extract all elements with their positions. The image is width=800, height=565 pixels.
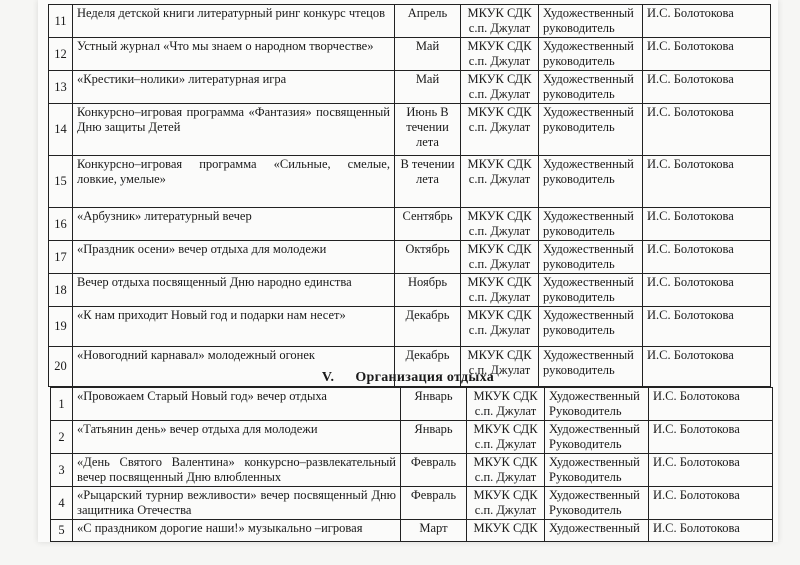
responsible-position: Художественный Руководитель	[545, 487, 649, 520]
table-row	[49, 38, 771, 71]
event-name: «Новогодний карнавал» молодежный огонек	[73, 347, 395, 387]
row-number: 11	[49, 5, 73, 38]
responsible-person: И.С. Болотокова	[643, 307, 771, 347]
responsible-person: И.С. Болотокова	[649, 421, 773, 454]
responsible-position: Художественный руководитель	[539, 104, 643, 156]
event-name: «Татьянин день» вечер отдыха для молодежи	[73, 421, 401, 454]
responsible-person: И.С. Болотокова	[643, 104, 771, 156]
event-month: Июнь В течении лета	[395, 104, 461, 156]
responsible-position: Художественный	[545, 520, 649, 542]
section-heading	[38, 370, 778, 386]
row-number: 13	[49, 71, 73, 104]
row-number: 17	[49, 241, 73, 274]
event-place: МКУК СДК с.п. Джулат	[461, 38, 539, 71]
event-place: МКУК СДК с.п. Джулат	[461, 71, 539, 104]
event-place: МКУК СДК с.п. Джулат	[467, 421, 545, 454]
table-row	[49, 241, 771, 274]
event-name: «К нам приходит Новый год и подарки нам несет»	[73, 307, 395, 347]
event-month: Сентябрь	[395, 208, 461, 241]
table-row	[51, 487, 773, 520]
table-row	[49, 307, 771, 347]
responsible-position: Художественный руководитель	[539, 347, 643, 387]
responsible-person: И.С. Болотокова	[643, 347, 771, 387]
row-number: 20	[49, 347, 73, 387]
event-place: МКУК СДК с.п. Джулат	[461, 5, 539, 38]
event-month: В течении лета	[395, 156, 461, 208]
event-month: Март	[401, 520, 467, 542]
section-numeral: V.	[321, 370, 335, 385]
event-place: МКУК СДК с.п. Джулат	[461, 104, 539, 156]
row-number: 3	[51, 454, 73, 487]
responsible-person: И.С. Болотокова	[643, 208, 771, 241]
event-month: Ноябрь	[395, 274, 461, 307]
event-name: «День Святого Валентина» конкурсно–развлекательный вечер посвященный Дню влюбленных	[73, 454, 401, 487]
responsible-position: Художественный руководитель	[539, 274, 643, 307]
row-number: 16	[49, 208, 73, 241]
table-row	[51, 388, 773, 421]
event-month: Октябрь	[395, 241, 461, 274]
table-row	[49, 208, 771, 241]
table-row	[49, 5, 771, 38]
responsible-position: Художественный руководитель	[539, 38, 643, 71]
responsible-person: И.С. Болотокова	[643, 241, 771, 274]
row-number: 14	[49, 104, 73, 156]
event-place: МКУК СДК с.п. Джулат	[461, 208, 539, 241]
row-number: 18	[49, 274, 73, 307]
event-month: Декабрь	[395, 347, 461, 387]
responsible-person: И.С. Болотокова	[643, 156, 771, 208]
responsible-person: И.С. Болотокова	[643, 38, 771, 71]
responsible-person: И.С. Болотокова	[649, 388, 773, 421]
event-place: МКУК СДК с.п. Джулат	[467, 388, 545, 421]
row-number: 15	[49, 156, 73, 208]
section-title: Организация отдыха	[355, 370, 495, 385]
table-row	[49, 104, 771, 156]
event-place: МКУК СДК	[467, 520, 545, 542]
event-name: «Арбузник» литературный вечер	[73, 208, 395, 241]
responsible-position: Художественный Руководитель	[545, 421, 649, 454]
event-name: Конкурсно–игровая программа «Сильные, смелые, ловкие, умелые»	[73, 156, 395, 208]
responsible-person: И.С. Болотокова	[643, 71, 771, 104]
row-number: 19	[49, 307, 73, 347]
row-number: 2	[51, 421, 73, 454]
row-number: 5	[51, 520, 73, 542]
responsible-position: Художественный Руководитель	[545, 388, 649, 421]
table-row	[51, 520, 773, 542]
event-place: МКУК СДК с.п. Джулат	[461, 156, 539, 208]
responsible-position: Художественный руководитель	[539, 241, 643, 274]
responsible-person: И.С. Болотокова	[649, 454, 773, 487]
responsible-position: Художественный руководитель	[539, 307, 643, 347]
event-place: МКУК СДК с.п. Джулат	[467, 454, 545, 487]
row-number: 4	[51, 487, 73, 520]
table-row	[51, 421, 773, 454]
responsible-person: И.С. Болотокова	[649, 520, 773, 542]
row-number: 12	[49, 38, 73, 71]
event-month: Февраль	[401, 487, 467, 520]
responsible-position: Художественный руководитель	[539, 71, 643, 104]
event-name: «Крестики–нолики» литературная игра	[73, 71, 395, 104]
responsible-person: И.С. Болотокова	[643, 5, 771, 38]
event-name: Неделя детской книги литературный ринг конкурс чтецов	[73, 5, 395, 38]
responsible-position: Художественный Руководитель	[545, 454, 649, 487]
table-row	[51, 454, 773, 487]
event-place: МКУК СДК с.п. Джулат	[461, 307, 539, 347]
event-name: «Провожаем Старый Новый год» вечер отдыха	[73, 388, 401, 421]
event-month: Январь	[401, 388, 467, 421]
responsible-position: Художественный руководитель	[539, 156, 643, 208]
table-row	[49, 156, 771, 208]
event-name: «С праздником дорогие наши!» музыкально –игровая	[73, 520, 401, 542]
event-name: Конкурсно–игровая программа «Фантазия» посвященный Дню защиты Детей	[73, 104, 395, 156]
event-name: Устный журнал «Что мы знаем о народном творчестве»	[73, 38, 395, 71]
table-row	[49, 71, 771, 104]
document-page	[38, 0, 778, 542]
responsible-position: Художественный руководитель	[539, 208, 643, 241]
event-name: «Рыцарский турнир вежливости» вечер посвященный Дню защитника Отечества	[73, 487, 401, 520]
responsible-person: И.С. Болотокова	[649, 487, 773, 520]
event-month: Апрель	[395, 5, 461, 38]
event-month: Январь	[401, 421, 467, 454]
event-place: МКУК СДК с.п. Джулат	[461, 241, 539, 274]
event-place: МКУК СДК с.п. Джулат	[467, 487, 545, 520]
events-table	[48, 4, 771, 387]
event-place: МКУК СДК с.п. Джулат	[461, 347, 539, 387]
event-name: Вечер отдыха посвященный Дню народно единства	[73, 274, 395, 307]
responsible-position: Художественный руководитель	[539, 5, 643, 38]
event-place: МКУК СДК с.п. Джулат	[461, 274, 539, 307]
event-month: Декабрь	[395, 307, 461, 347]
responsible-person: И.С. Болотокова	[643, 274, 771, 307]
row-number: 1	[51, 388, 73, 421]
event-month: Февраль	[401, 454, 467, 487]
leisure-table	[50, 387, 773, 542]
event-month: Май	[395, 71, 461, 104]
table-row	[49, 274, 771, 307]
event-name: «Праздник осени» вечер отдыха для молодежи	[73, 241, 395, 274]
event-month: Май	[395, 38, 461, 71]
